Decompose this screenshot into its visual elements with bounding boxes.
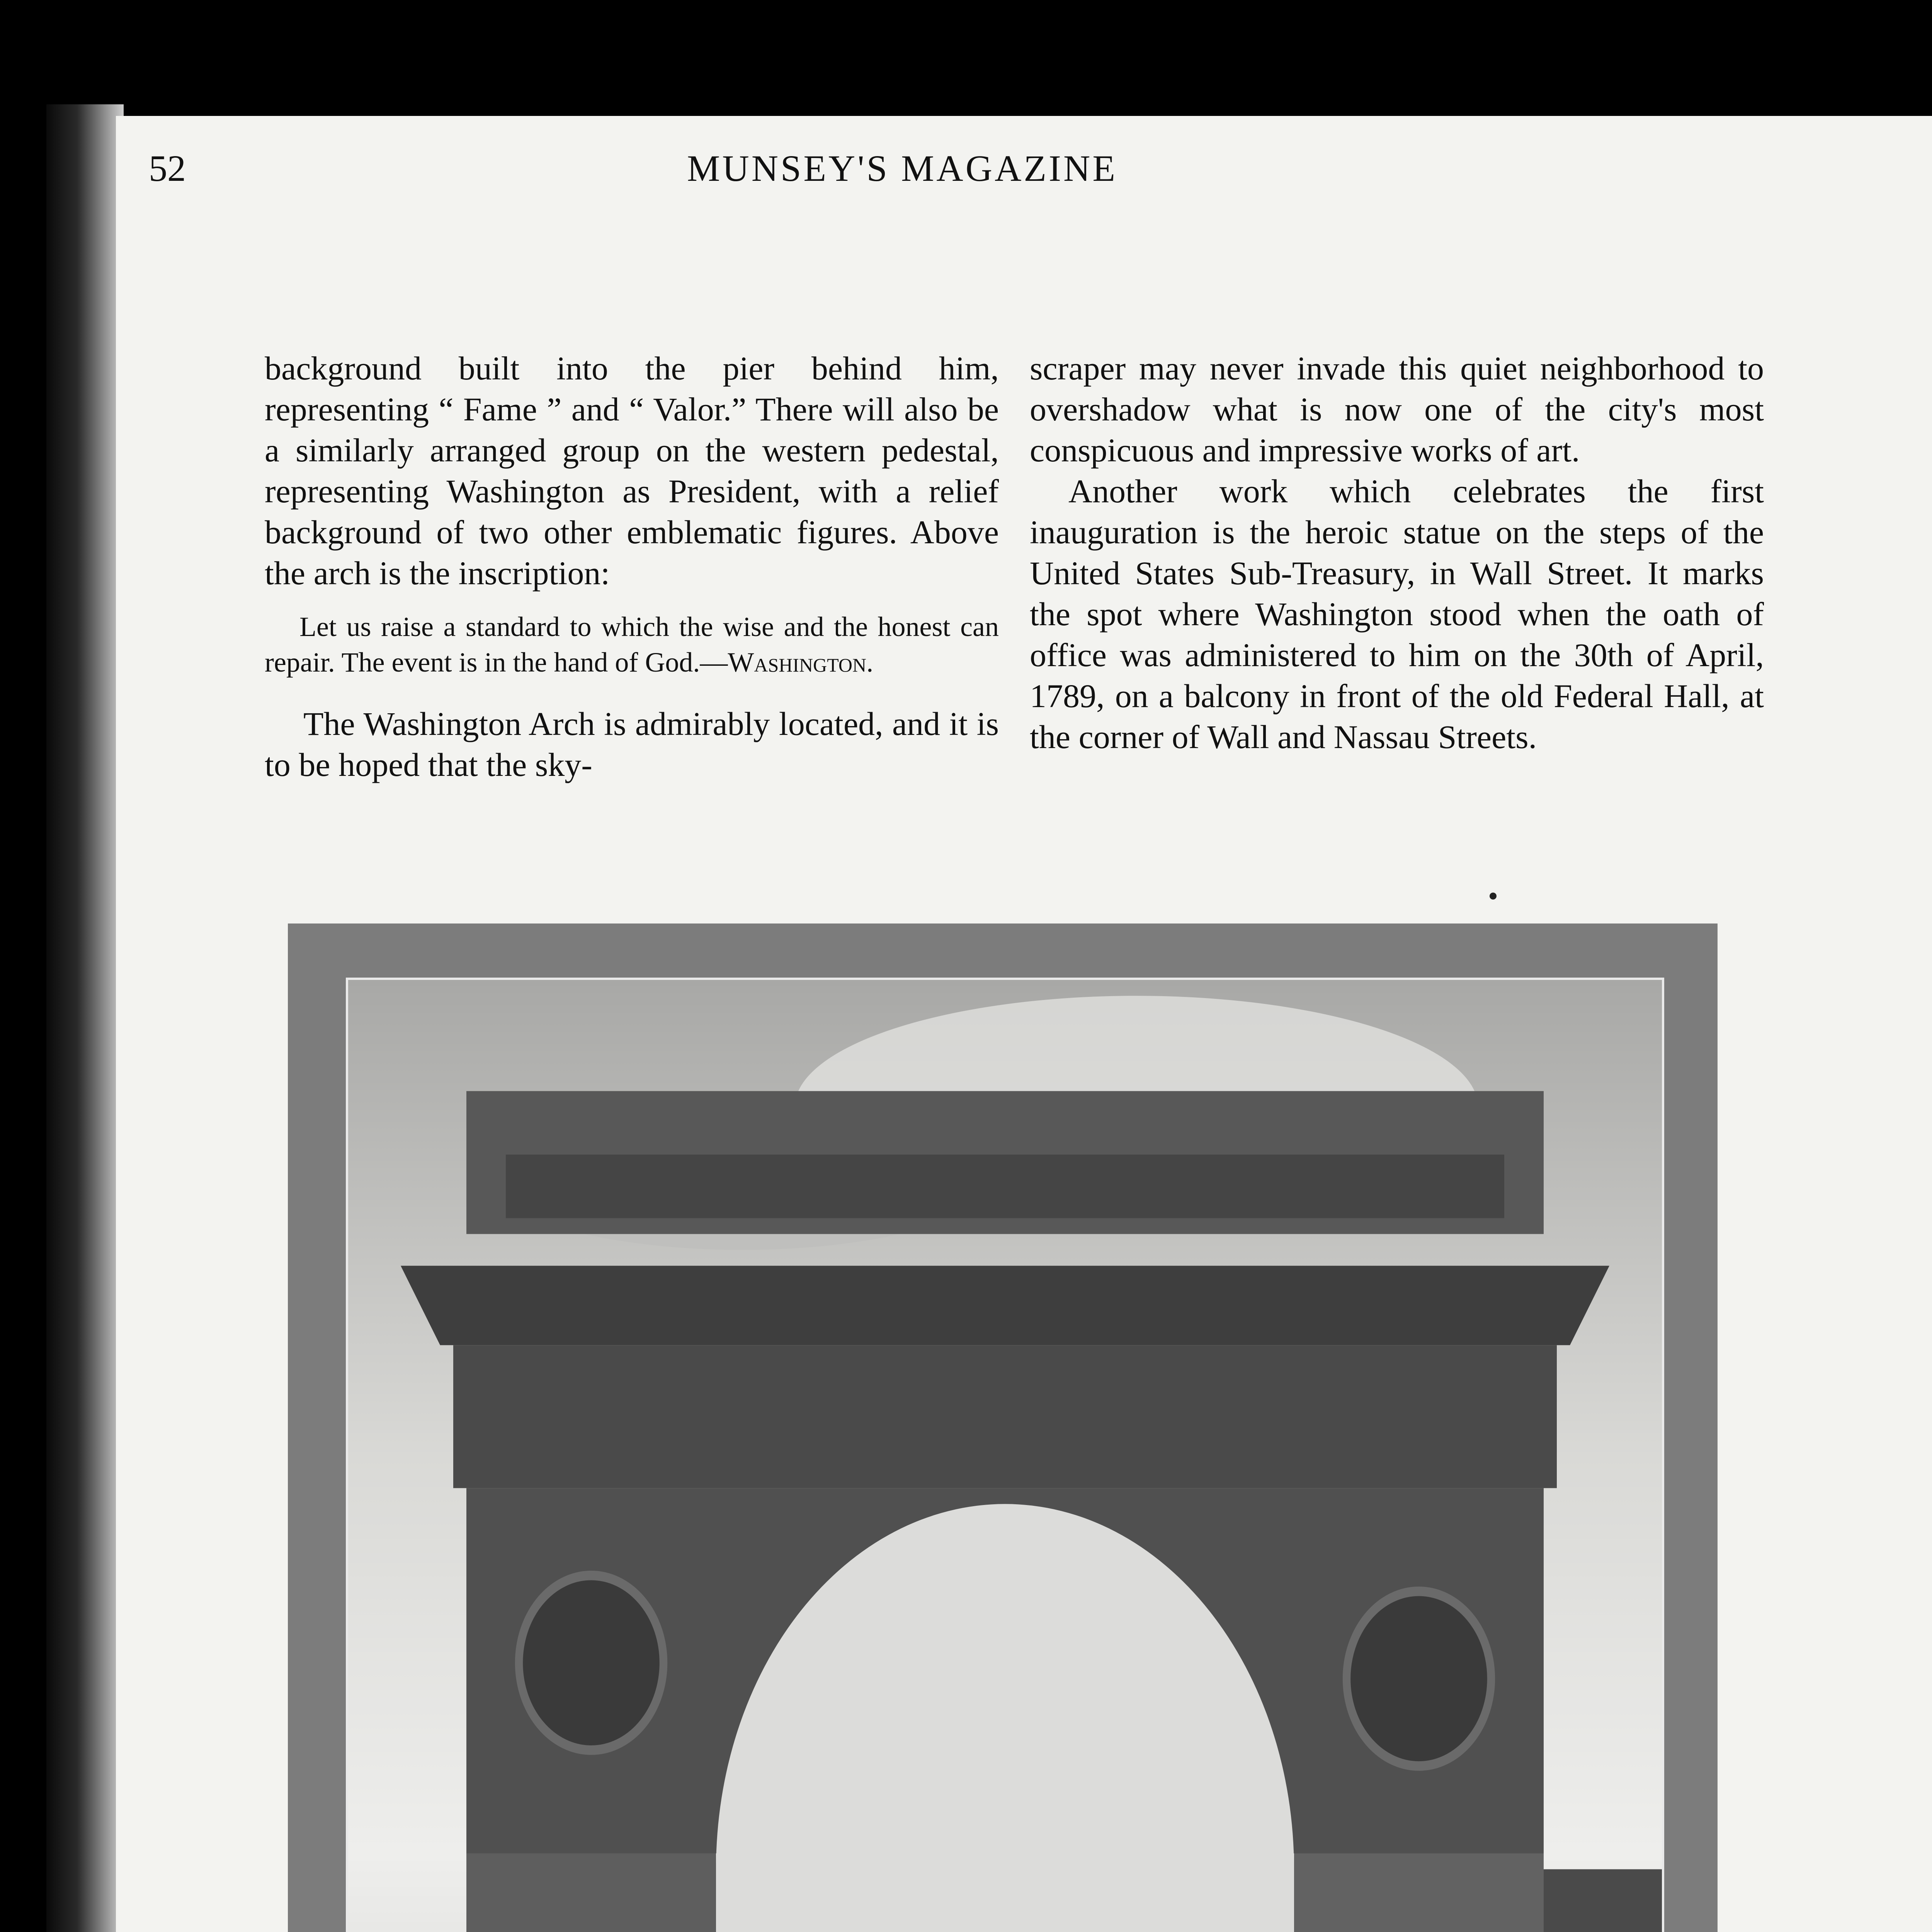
book-binding xyxy=(46,104,124,1932)
right-column xyxy=(1030,348,1764,757)
page-number: 52 xyxy=(149,148,186,189)
left-paragraph-1: background built into the pier behind him, representing “ Fame ” and “ Valor.” There will also be a similarly arranged group on the western pedestal, representing Washington as President, with a relief background of two other emblematic figures. Above the arch is the inscription: xyxy=(265,350,999,592)
quote-text: Let us raise a standard to which the wise and the honest can repair. The event is in the hand of God.— xyxy=(265,611,999,678)
quote-attribution: Washington. xyxy=(728,647,874,678)
right-paragraph-2: Another work which celebrates the first inauguration is the heroic statue on the steps of the United States Sub-Treasury, in Wall Street. It marks the spot where Washington stood when the oath of office was administered to him on the 30th of April, 1789, on a balcony in front of the old Federal Hall, at the corner of Wall and Nassau Streets. xyxy=(1030,473,1764,755)
page-header xyxy=(149,147,1656,193)
washington-arch-photo xyxy=(346,978,1664,1932)
photo-plate xyxy=(288,923,1718,1932)
running-head: MUNSEY'S MAGAZINE xyxy=(687,148,1117,189)
arch-illustration xyxy=(348,980,1662,1932)
left-paragraph-2: The Washington Arch is admirably located, and it is to be hoped that the sky- xyxy=(265,705,999,783)
inscription-quote xyxy=(265,609,999,680)
ink-speck xyxy=(1490,893,1497,900)
left-column xyxy=(265,348,999,785)
right-paragraph-1: scraper may never invade this quiet neighborhood to overshadow what is now one of the city's most conspicuous and impressive works of art. xyxy=(1030,350,1764,469)
